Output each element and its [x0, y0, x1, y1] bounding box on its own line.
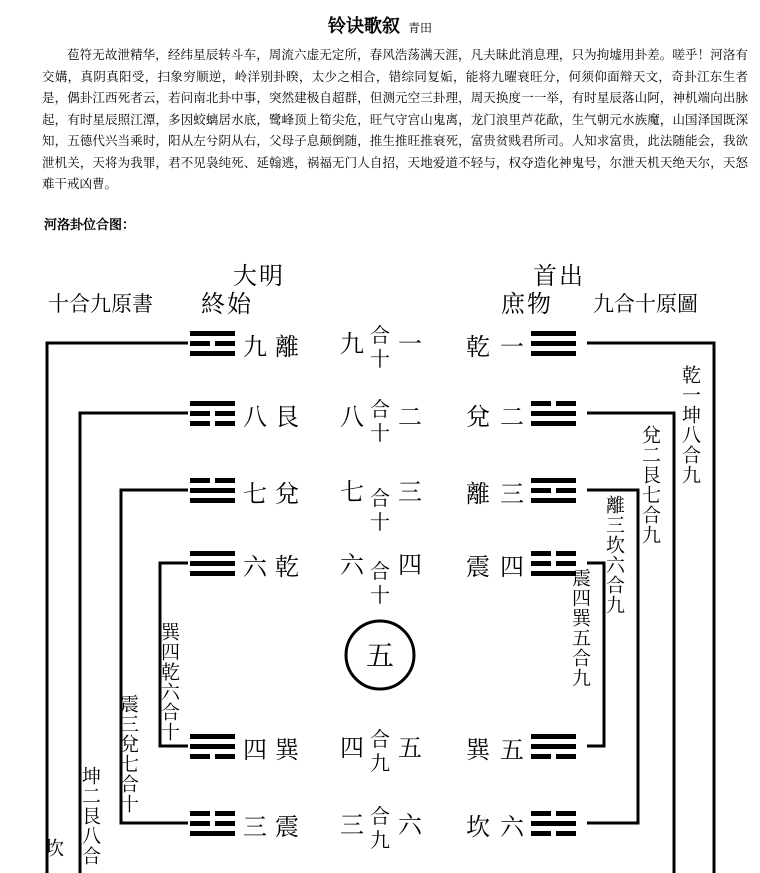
pair-4-left: 六	[340, 551, 364, 579]
right-header-top: 首出	[533, 262, 585, 290]
left-trigram-2: 艮	[275, 403, 299, 431]
right-number-1: 一	[500, 333, 524, 361]
trigram-kan-right	[531, 811, 576, 836]
right-number-2: 二	[500, 403, 524, 431]
pair-3-top: 合	[370, 486, 390, 510]
pair-4-top: 合	[370, 559, 390, 583]
pair-3-bottom: 十	[370, 510, 390, 534]
right-trigram-4: 震	[466, 553, 490, 581]
pair-2-left: 八	[340, 403, 364, 431]
right-header-bottom: 庶物	[501, 290, 553, 318]
left-number-4: 六	[243, 553, 267, 581]
center-five: 五	[365, 639, 395, 672]
left-number-3: 七	[243, 480, 267, 508]
left-label-3: 坤二艮八合	[79, 766, 101, 866]
body-paragraph: 苞符无故泄精华，经纬星辰转斗车，周流六虚无定所，春风浩荡满天涯，凡夫昧此消息理，只为拘墟用卦差。嗟乎！河洛有交媾，真阴真阳受，扫象穷顺逆，岭洋别卦睽，太少之相合，错综同复姤，能将九曜衰旺分，何须仰面辩天文，奇卦江东生者是，偶卦江西死者云，若问南北卦中事，突然建极自超群，但测元空三卦理，周天换度一一举，有时星辰落山阿，神机端向出脉起，有时星辰照江潭，多因蛟螭居水底，鹭峰顶上筍尖危，旺气守宫山鬼离，龙门浪里芦花歃，生气朝元水族魔，山国泽国既深知，五德代兴当乘时，阳从左兮阴从右，父母子息颠倒随，推生推旺推衰死，富贵贫贱君所司。人知求富贵，此法随能会，我欲泄机关，天将为我罪，君不见袅纯死、延翰逃，祸福无门人自招，天地爱道不轻与，权夺造化神鬼号，尔泄天机天绝天尔，天怒难干戒凶曹。	[42, 47, 748, 191]
left-names	[243, 333, 300, 841]
trigram-qian-left	[190, 551, 235, 576]
trigram-xun-right	[531, 734, 576, 759]
right-trigram-2: 兌	[466, 403, 490, 431]
right-number-5: 五	[500, 736, 524, 764]
pair-5-right: 五	[398, 734, 422, 762]
trigram-li-right	[531, 478, 576, 503]
left-number-6: 三	[243, 813, 267, 841]
pair-4-bottom: 十	[370, 583, 390, 607]
right-trigram-6: 坎	[466, 813, 490, 841]
right-number-3: 三	[500, 480, 524, 508]
pair-1-left: 九	[340, 330, 364, 358]
left-number-2: 八	[243, 403, 267, 431]
pair-4-right: 四	[398, 551, 422, 579]
author-name: 青田	[407, 21, 432, 35]
right-names	[466, 333, 525, 841]
left-trigram-6: 震	[275, 813, 299, 841]
pair-1-bottom: 十	[370, 347, 390, 371]
right-label-3: 離三坎六合九	[603, 495, 625, 615]
left-caption: 十合九原書	[48, 292, 153, 316]
pair-1-right: 一	[398, 330, 422, 358]
left-trigram-5: 巽	[275, 736, 299, 764]
left-number-1: 九	[243, 333, 267, 361]
left-header-bottom: 終始	[201, 290, 253, 318]
trigram-li-left	[190, 331, 235, 356]
trigram-xun-left	[190, 734, 235, 759]
pair-2-bottom: 十	[370, 421, 390, 445]
pair-5-top: 合	[370, 727, 390, 751]
pair-2-top: 合	[370, 397, 390, 421]
left-label-4: 坎	[42, 838, 64, 858]
pair-6-right: 六	[398, 811, 422, 839]
right-caption: 九合十原圖	[593, 292, 698, 316]
pair-5-bottom: 九	[370, 751, 390, 775]
right-label-4: 震四巽五合九	[569, 568, 591, 688]
right-label-2: 兌二艮七合九	[639, 425, 661, 545]
left-header-top: 大明	[233, 262, 285, 290]
left-trigram-4: 乾	[275, 553, 299, 581]
trigram-zhen-left	[190, 811, 235, 836]
pair-6-left: 三	[340, 811, 364, 839]
left-trigram-1: 離	[275, 333, 299, 361]
pair-1-top: 合	[370, 323, 390, 347]
trigram-qian-right	[531, 331, 576, 356]
pair-5-left: 四	[340, 734, 364, 762]
left-label-2: 震三兌七合十	[117, 694, 139, 814]
left-trigram-3: 兌	[275, 480, 299, 508]
pair-3-right: 三	[398, 478, 422, 506]
trigram-gen-left	[190, 401, 235, 426]
right-number-4: 四	[500, 553, 524, 581]
trigram-dui-left	[190, 478, 235, 503]
pair-2-right: 二	[398, 403, 422, 431]
center-pairs	[340, 323, 423, 852]
right-trigram-5: 巽	[466, 736, 490, 764]
diagram-heading: 河洛卦位合图：	[44, 218, 136, 233]
right-trigram-3: 離	[466, 480, 490, 508]
trigram-dui-right	[531, 401, 576, 426]
right-number-6: 六	[500, 813, 524, 841]
right-trigram-1: 乾	[466, 333, 490, 361]
pair-3-left: 七	[340, 478, 364, 506]
pair-6-top: 合	[370, 804, 390, 828]
left-number-5: 四	[243, 736, 267, 764]
right-label-1: 乾一坤八合九	[679, 365, 701, 485]
page-title: 铃诀歌叙	[327, 16, 400, 37]
pair-6-bottom: 九	[370, 828, 390, 852]
left-label-1: 巽四乾六合十	[158, 622, 180, 742]
